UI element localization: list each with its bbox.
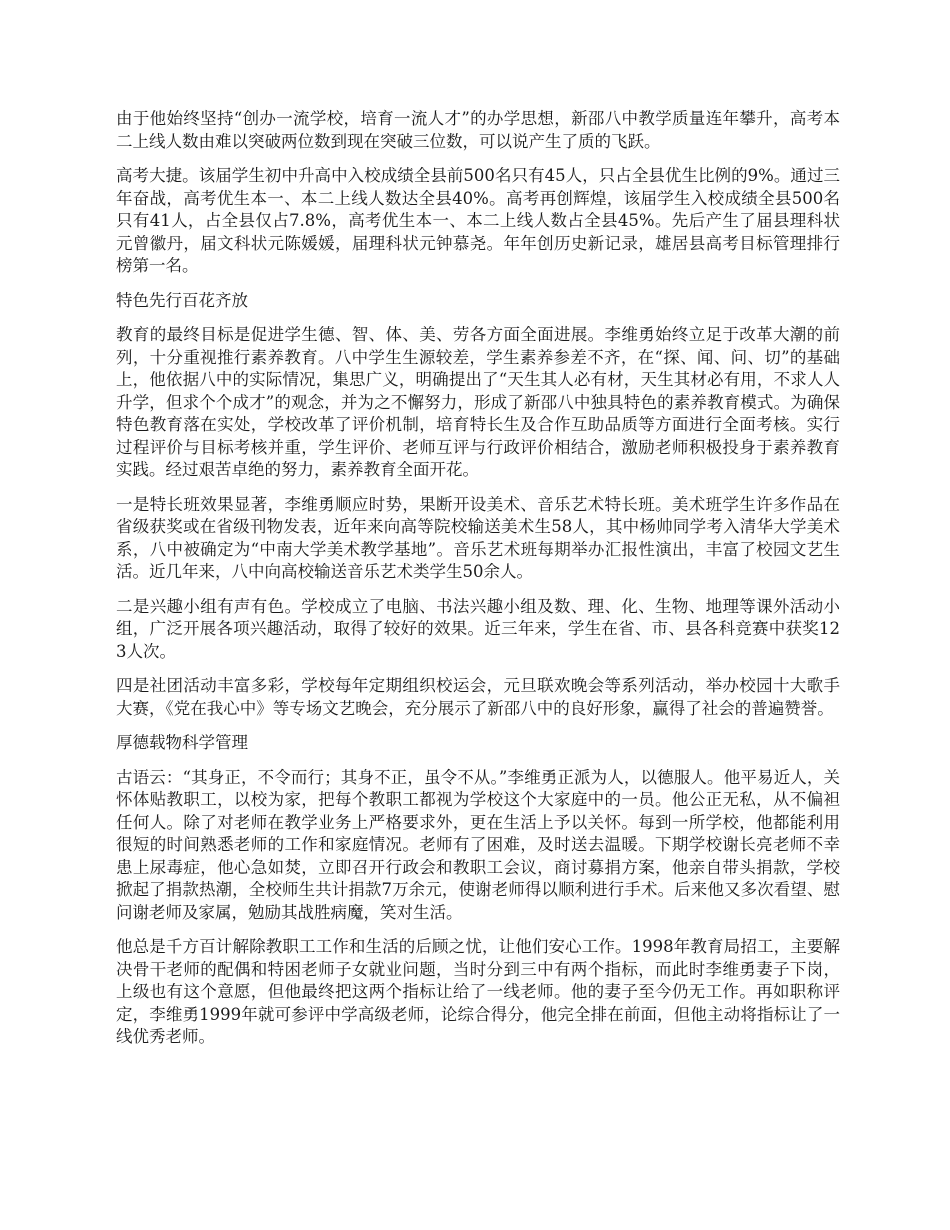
paragraph-staff-care: 他总是千方百计解除教职工工作和生活的后顾之忧，让他们安心工作。1998年教育局招工，主要解决骨干老师的配偶和特困老师子女就业问题，当时分到三中有两个指标，而此时李维勇妻子下岗，上级也有这个意愿，但他最终把这两个指标让给了一线老师。他的妻子至今仍无工作。再如职称评定，李维勇1999年就可参评中学高级老师，论综合得分，他完全排在前面，但他主动将指标让了一线优秀老师。: [116, 937, 840, 1046]
section-heading-management: 厚德载物科学管理: [116, 733, 248, 752]
paragraph-gaokao-intro: 由于他始终坚持“创办一流学校，培育一流人才”的办学思想，新邵八中教学质量连年攀升，高考本二上线人数由难以突破两位数到现在突破三位数，可以说产生了质的飞跃。: [116, 109, 840, 151]
paragraph-gaokao-results: 高考大捷。该届学生初中升高中入校成绩全县前500名只有45人，只占全县优生比例的9%。通过三年奋战，高考优生本一、本二上线人数达全县40%。高考再创辉煌，该届学生入校成绩全县500名只有41人，占全县仅占7.8%，高考优生本一、本二上线人数占全县45%。先后产生了届县理科状元曾徽丹，届文科状元陈媛媛，届理科状元钟慕尧。年年创历史新记录，雄居县高考目标管理排行榜第一名。: [116, 166, 840, 275]
paragraph-club-activities: 四是社团活动丰富多彩，学校每年定期组织校运会，元旦联欢晚会等系列活动，举办校园十大歌手大赛，《党在我心中》等专场文艺晚会，充分展示了新邵八中的良好形象，赢得了社会的普遍赞誉。: [116, 676, 840, 718]
document-body: [116, 108, 840, 1061]
paragraph-quality-education: 教育的最终目标是促进学生德、智、体、美、劳各方面全面进展。李维勇始终立足于改革大潮的前列，十分重视推行素养教育。八中学生生源较差，学生素养参差不齐，在“探、闻、问、切”的基础上，他依据八中的实际情况，集思广义，明确提出了“天生其人必有材，天生其材必有用，不求人人升学，但求个个成才”的观念，并为之不懈努力，形成了新邵八中独具特色的素养教育模式。为确保特色教育落在实处，学校改革了评价机制，培育特长生及合作互助品质等方面进行全面考核。实行过程评价与目标考核并重，学生评价、老师互评与行政评价相结合，激励老师积极投身于素养教育实践。经过艰苦卓绝的努力，素养教育全面开花。: [116, 325, 840, 479]
section-heading-characteristics: 特色先行百花齐放: [116, 290, 248, 310]
paragraph-specialty-classes: 一是特长班效果显著，李维勇顺应时势，果断开设美术、音乐艺术特长班。美术班学生许多作品在省级获奖或在省级刊物发表，近年来向高等院校输送美术生58人，其中杨帅同学考入清华大学美术系，八中被确定为“中南大学美术教学基地”。音乐艺术班每期举办汇报性演出，丰富了校园文艺生活。近几年来，八中向高校输送音乐艺术类学生50余人。: [116, 494, 840, 581]
paragraph-interest-groups: 二是兴趣小组有声有色。学校成立了电脑、书法兴趣小组及数、理、化、生物、地理等课外活动小组，广泛开展各项兴趣活动，取得了较好的效果。近三年来，学生在省、市、县各科竞赛中获奖123人次。: [116, 596, 840, 661]
paragraph-virtue-leadership: 古语云：“其身正，不令而行；其身不正，虽令不从。”李维勇正派为人，以德服人。他平易近人，关怀体贴教职工，以校为家，把每个教职工都视为学校这个大家庭中的一员。他公正无私，从不偏袒任何人。除了对老师在教学业务上严格要求外，更在生活上予以关怀。每到一所学校，他都能利用很短的时间熟悉老师的工作和家庭情况。老师有了困难，及时送去温暖。下期学校谢长亮老师不幸患上尿毒症，他心急如焚，立即召开行政会和教职工会议，商讨募捐方案，他亲自带头捐款，学校掀起了捐款热潮，全校师生共计捐款7万余元，使谢老师得以顺利进行手术。后来他又多次看望、慰问谢老师及家属，勉励其战胜病魔，笑对生活。: [116, 767, 840, 922]
